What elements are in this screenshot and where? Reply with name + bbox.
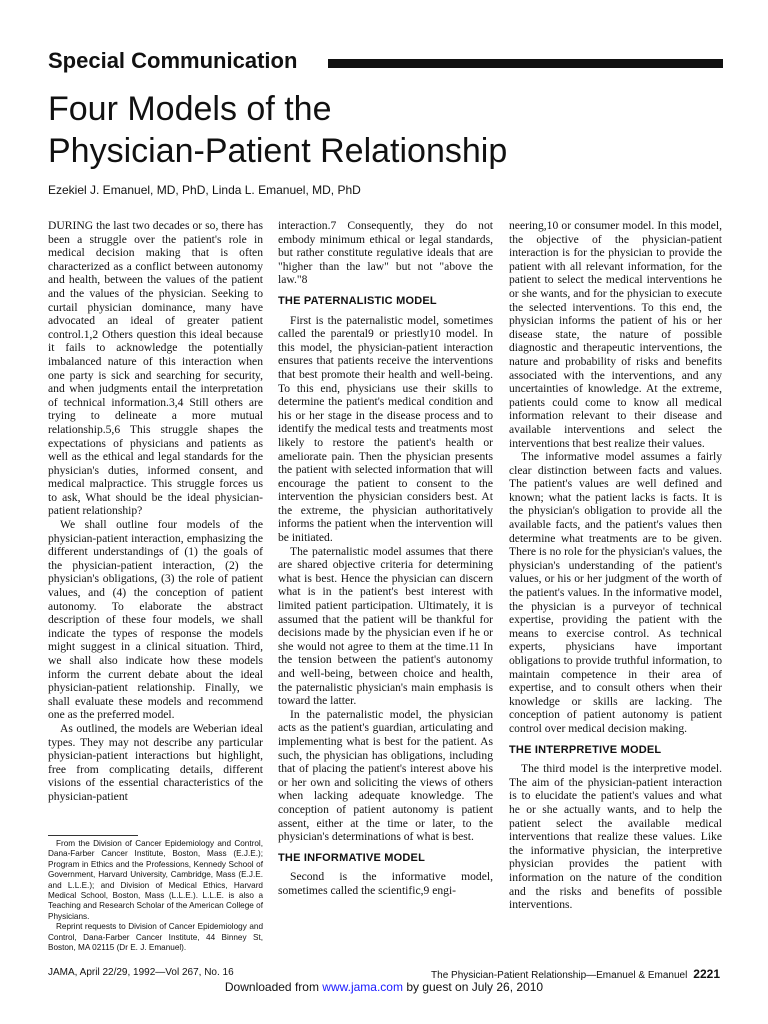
article-title bbox=[48, 88, 728, 172]
paragraph: The third model is the interpretive model. The aim of the physician-patient interaction is to elucidate the patient's values and what he or she actually wants, and to help the patient select the available medical interventions that realize these values. Like the informative physician, the interpretive physician provides the patient with information on the nature of the condition and the risks and benefits of possible interventions. bbox=[509, 762, 722, 912]
download-suffix: by guest on July 26, 2010 bbox=[406, 980, 544, 994]
section-rule bbox=[328, 59, 723, 68]
running-title: The Physician-Patient Relationship—Emanuel & Emanuel bbox=[431, 970, 688, 981]
section-label: Special Communication bbox=[48, 48, 298, 73]
paragraph: neering,10 or consumer model. In this model, the objective of the physician-patient interaction is for the physician to provide the patient with all relevant information, for the patient to select the medical interventions he or she wants, and for the physician to execute the selected interventions. To this end, the physician informs the patient of his or her disease state, the nature of possible diagnostic and therapeutic interventions, the nature and probability of risks and benefits associated with the interventions, and any uncertainties of knowledge. At the extreme, patients could come to know all medical information relevant to their disease and available interventions and select the interventions that best realize their values. bbox=[509, 219, 722, 450]
download-prefix: Downloaded from bbox=[224, 980, 319, 994]
footnote-affiliations: From the Division of Cancer Epidemiology and Control, Dana-Farber Cancer Institute, Boston, Mass (E.J.E.); Program in Ethics and the Professions, Kennedy School of Government, Harvard University, Cambridge, Mass (E.J.E. and L.L.E.); and Division of Medical Ethics, Harvard Medical School, Boston, Mass (L.L.E.). L.L.E. is also a Teaching and Research Scholar of the American College of Physicians. bbox=[48, 839, 263, 921]
running-footer bbox=[431, 967, 720, 981]
paragraph: We shall outline four models of the physician-patient interaction, emphasizing the different understandings of (1) the goals of the physician-patient interaction, (2) the physician's obligations, (3) the role of patient values, and (4) the conception of patient autonomy. To elaborate the abstract description of these four models, we shall indicate the types of response the models might suggest in a clinical situation. Third, we shall also indicate how these models inform the current debate about the ideal physician-patient relationship. Finally, we shall evaluate these models and recommend one as the preferred model. bbox=[48, 518, 263, 722]
paragraph: First is the paternalistic model, sometimes called the parental9 or priestly10 model. In this model, the physician-patient interaction ensures that patients receive the interventions that best promote their health and well-being. To this end, physicians use their skills to determine the patient's medical condition and his or her stage in the disease process and to identify the medical tests and treatments most likely to restore the patient's health or ameliorate pain. Then the physician presents the patient with selected information that will encourage the patient to consent to the intervention the physician considers best. At the extreme, the physician authoritatively informs the patient when the intervention will be initiated. bbox=[278, 313, 493, 545]
title-line-2: Physician-Patient Relationship bbox=[48, 132, 508, 170]
download-notice bbox=[0, 980, 768, 994]
paragraph: The paternalistic model assumes that there are shared objective criteria for determining what is best. Hence the physician can discern what is in the patient's best interest with limited patient participation. Ultimately, it is assumed that the patient will be thankful for decisions made by the physician even if he or she would not agree to them at the time.11 In the tension between the patient's autonomy and well-being, between choice and health, the paternalistic physician's main emphasis is toward the latter. bbox=[278, 544, 493, 708]
journal-citation: JAMA, April 22/29, 1992—Vol 267, No. 16 bbox=[48, 967, 234, 978]
section-header bbox=[48, 44, 723, 78]
paragraph: interaction.7 Consequently, they do not embody minimum ethical or legal standards, but rather constitute regulative ideals that are "higher than the law" but not "above the law."8 bbox=[278, 219, 493, 287]
paragraph: The informative model assumes a fairly clear distinction between facts and values. The patient's values are well defined and known; what the patient lacks is facts. It is the physician's obligation to provide all the available facts, and the patient's values then determine what treatments are to be given. There is no role for the physician's values, the physician's understanding of the patient's values, or his or her judgment of the worth of the patient's values. In the informative model, the physician is a purveyor of technical expertise, providing the patient with the means to exercise control. As technical experts, physicians have important obligations to provide truthful information, to maintain competence in their area of expertise, and to consult others when their knowledge or skills are lacking. The conception of patient autonomy is patient control over medical decision making. bbox=[509, 450, 722, 735]
affiliation-footnote bbox=[48, 839, 263, 953]
paragraph: Second is the informative model, sometimes called the scientific,9 engi- bbox=[278, 870, 493, 897]
column-2 bbox=[278, 219, 493, 898]
jama-link[interactable]: www.jama.com bbox=[322, 980, 403, 994]
column-1 bbox=[48, 219, 263, 804]
title-line-1: Four Models of the bbox=[48, 90, 332, 128]
paragraph: DURING the last two decades or so, there has been a struggle over the patient's role in medical decision making that is often characterized as a conflict between autonomy and health, between the values of the patient and the values of the physician. Seeking to curtail physician dominance, many have advocated an ideal of greater patient control.1,2 Others question this ideal because it fails to acknowledge the potentially imbalanced nature of this interaction when one party is sick and searching for security, and when judgments entail the interpretation of technical information.3,4 Still others are trying to delineate a more mutual relationship.5,6 This struggle shapes the expectations of physicians and patients as well as the ethical and legal standards for the physician's duties, informed consent, and medical malpractice. This struggle forces us to ask, What should be the ideal physician-patient relationship? bbox=[48, 219, 263, 518]
section-heading-paternalistic: THE PATERNALISTIC MODEL bbox=[278, 294, 437, 307]
section-heading-interpretive: THE INTERPRETIVE MODEL bbox=[509, 743, 662, 756]
footnote-rule bbox=[48, 835, 138, 836]
paragraph: In the paternalistic model, the physician acts as the patient's guardian, articulating and implementing what is best for the patient. As such, the physician has obligations, including that of placing the patient's interest above his or her own and soliciting the views of others when lacking adequate knowledge. The conception of patient autonomy is patient assent, either at the time or later, to the physician's determinations of what is best. bbox=[278, 707, 493, 844]
column-3 bbox=[509, 219, 722, 912]
page-number: 2221 bbox=[693, 967, 720, 981]
section-heading-informative: THE INFORMATIVE MODEL bbox=[278, 851, 425, 864]
author-byline: Ezekiel J. Emanuel, MD, PhD, Linda L. Emanuel, MD, PhD bbox=[48, 183, 361, 197]
paragraph: As outlined, the models are Weberian ideal types. They may not describe any particular physician-patient interactions but highlight, free from complicating details, different visions of the essential characteristics of the physician-patient bbox=[48, 721, 263, 803]
footnote-reprints: Reprint requests to Division of Cancer Epidemiology and Control, Dana-Farber Cancer Institute, 44 Binney St, Boston, MA 02115 (Dr E. J. Emanuel). bbox=[48, 922, 263, 953]
